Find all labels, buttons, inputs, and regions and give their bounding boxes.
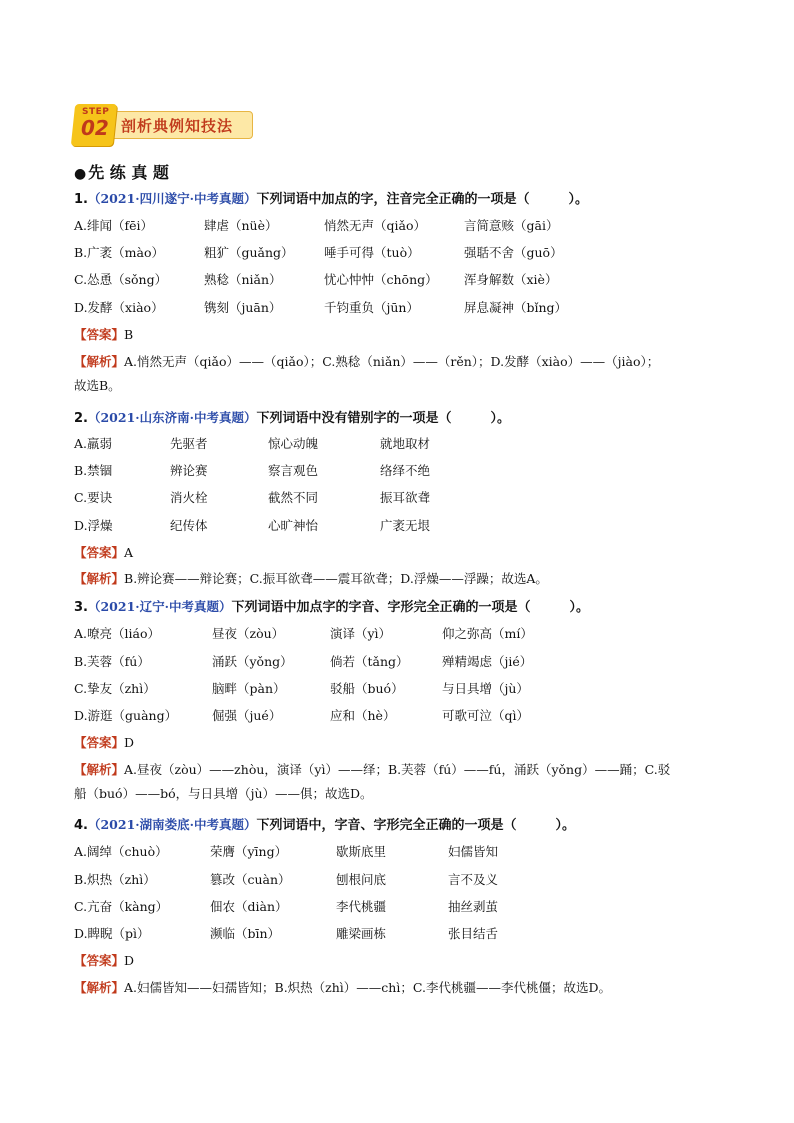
option-word: C.要诀: [74, 490, 113, 505]
analysis-text: A.妇儒皆知——妇孺皆知；B.炽热（zhì）——chì；C.李代桃疆——李代桃僵；故选D。: [124, 980, 611, 995]
option-word: 肆虐（nüè）: [204, 218, 278, 233]
option-word: B.广袤（mào）: [74, 245, 164, 260]
answer-label: 【答案】: [74, 545, 125, 560]
analysis-text: 故选B。: [74, 378, 121, 393]
option-word: 言简意赅（gāi）: [464, 218, 559, 233]
option-word: 可歌可泣（qì）: [442, 708, 529, 723]
question-stem: 下列词语中没有错别字的一项是（ ）。: [256, 411, 510, 426]
question-number: 3.: [74, 600, 88, 615]
question-3-title: [74, 598, 589, 617]
question-3-answer: [74, 734, 134, 752]
option-word: 濒临（bīn）: [210, 926, 281, 941]
option-word: C.怂恿（sǒng）: [74, 272, 168, 287]
answer-value: B: [124, 327, 134, 342]
option-word: 与日具增（jù）: [442, 681, 529, 696]
step-number: 02: [81, 116, 109, 140]
option-word: 佃农（diàn）: [210, 899, 288, 914]
section-title: 先 练 真 题: [88, 163, 169, 182]
question-stem: 下列词语中加点的字，注音完全正确的一项是（ ）。: [256, 192, 588, 207]
option-word: A.绯闻（fēi）: [74, 218, 154, 233]
option-word: 倔强（jué）: [212, 708, 282, 723]
option-word: 李代桃疆: [336, 899, 387, 914]
question-4-title: [74, 816, 575, 835]
question-2-title: [74, 409, 510, 428]
option-word: 言不及义: [448, 872, 499, 887]
option-word: 惊心动魄: [268, 436, 319, 451]
option-word: 振耳欲聋: [380, 490, 431, 505]
option-word: 粗犷（guǎng）: [204, 245, 294, 260]
option-word: 悄然无声（qiǎo）: [324, 218, 426, 233]
option-word: C.亢奋（kàng）: [74, 899, 169, 914]
step-banner: [73, 104, 253, 146]
option-word: 就地取材: [380, 436, 431, 451]
option-word: 抽丝剥茧: [448, 899, 499, 914]
option-word: D.浮燥: [74, 518, 113, 533]
question-3-analysis: [74, 758, 734, 806]
option-word: 唾手可得（tuò）: [324, 245, 420, 260]
analysis-label: 【解析】: [74, 762, 125, 777]
analysis-text: 船（buó）——bó，与日具增（jù）——俱；故选D。: [74, 786, 373, 801]
option-word: 忧心忡忡（chōng）: [324, 272, 438, 287]
question-1-answer: [74, 326, 133, 344]
option-word: 广袤无垠: [380, 518, 431, 533]
question-4-analysis: [74, 976, 734, 1000]
option-word: 涌跃（yǒng）: [212, 654, 293, 669]
step-title: 剖析典例知技法: [121, 117, 234, 135]
analysis-label: 【解析】: [74, 571, 125, 586]
section-heading: [74, 160, 169, 183]
option-word: 络绎不绝: [380, 463, 431, 478]
option-word: B.禁锢: [74, 463, 113, 478]
option-word: C.挚友（zhì）: [74, 681, 156, 696]
question-number: 1.: [74, 192, 88, 207]
question-1-analysis: [74, 350, 734, 398]
bullet-icon: ●: [74, 166, 87, 182]
step-word: STEP: [82, 107, 110, 117]
option-word: 屏息凝神（bǐng）: [464, 300, 568, 315]
option-word: 强聒不舍（guō）: [464, 245, 563, 260]
option-word: 察言观色: [268, 463, 319, 478]
question-source: （2021·山东济南·中考真题）: [87, 410, 257, 425]
option-word: 张目结舌: [448, 926, 499, 941]
question-source: （2021·四川遂宁·中考真题）: [87, 191, 257, 206]
analysis-label: 【解析】: [74, 354, 125, 369]
option-word: 镌刻（juān）: [204, 300, 282, 315]
option-word: 消火栓: [170, 490, 208, 505]
option-word: 截然不同: [268, 490, 319, 505]
option-word: 先驱者: [170, 436, 208, 451]
question-2-analysis: [74, 567, 734, 591]
option-word: 浑身解数（xiè）: [464, 272, 558, 287]
question-4-answer: [74, 952, 134, 970]
option-word: 心旷神怡: [268, 518, 319, 533]
answer-value: D: [124, 953, 135, 968]
option-word: B.炽热（zhì）: [74, 872, 156, 887]
answer-value: A: [124, 545, 134, 560]
option-word: 纪传体: [170, 518, 208, 533]
analysis-text: B.辨论赛——辩论赛；C.振耳欲聋——震耳欲聋；D.浮燥——浮躁；故选A。: [124, 571, 548, 586]
answer-value: D: [124, 735, 135, 750]
option-word: 倘若（tǎng）: [330, 654, 409, 669]
question-stem: 下列词语中，字音、字形完全正确的一项是（ ）。: [256, 818, 575, 833]
option-word: 荣膺（yīng）: [210, 844, 288, 859]
option-word: 熟稔（niǎn）: [204, 272, 282, 287]
option-word: B.芙蓉（fú）: [74, 654, 150, 669]
option-word: 辨论赛: [170, 463, 208, 478]
option-word: 篡改（cuàn）: [210, 872, 291, 887]
option-word: A.嘹亮（liáo）: [74, 626, 160, 641]
option-word: 殚精竭虑（jié）: [442, 654, 533, 669]
option-word: 演译（yì）: [330, 626, 392, 641]
analysis-label: 【解析】: [74, 980, 125, 995]
analysis-text: A.昼夜（zòu）——zhòu，演译（yì）——绎；B.芙蓉（fú）——fú，涌跃（yǒng）——踊；C.驳: [124, 762, 671, 777]
question-1-title: [74, 190, 588, 209]
option-word: A.阔绰（chuò）: [74, 844, 168, 859]
question-source: （2021·辽宁·中考真题）: [87, 599, 232, 614]
question-number: 4.: [74, 818, 88, 833]
option-word: 千钧重负（jūn）: [324, 300, 419, 315]
option-word: 应和（hè）: [330, 708, 396, 723]
option-word: 刨根问底: [336, 872, 387, 887]
option-word: D.发酵（xiào）: [74, 300, 164, 315]
option-word: 歇斯底里: [336, 844, 387, 859]
option-word: 仰之弥高（mí）: [442, 626, 533, 641]
option-word: 脑畔（pàn）: [212, 681, 286, 696]
question-2-answer: [74, 544, 133, 562]
option-word: 妇儒皆知: [448, 844, 499, 859]
question-number: 2.: [74, 411, 88, 426]
question-stem: 下列词语中加点字的字音、字形完全正确的一项是（ ）。: [231, 600, 589, 615]
answer-label: 【答案】: [74, 953, 125, 968]
question-source: （2021·湖南娄底·中考真题）: [87, 817, 257, 832]
option-word: D.游逛（guàng）: [74, 708, 178, 723]
answer-label: 【答案】: [74, 735, 125, 750]
option-word: D.睥睨（pì）: [74, 926, 150, 941]
option-word: 昼夜（zòu）: [212, 626, 285, 641]
option-word: A.羸弱: [74, 436, 113, 451]
option-word: 驳船（buó）: [330, 681, 404, 696]
analysis-text: A.悄然无声（qiǎo）——（qiǎo）；C.熟稔（niǎn）——（rěn）；D.发酵（xiào）——（jiào）；: [124, 354, 660, 369]
answer-label: 【答案】: [74, 327, 125, 342]
option-word: 雕梁画栋: [336, 926, 387, 941]
